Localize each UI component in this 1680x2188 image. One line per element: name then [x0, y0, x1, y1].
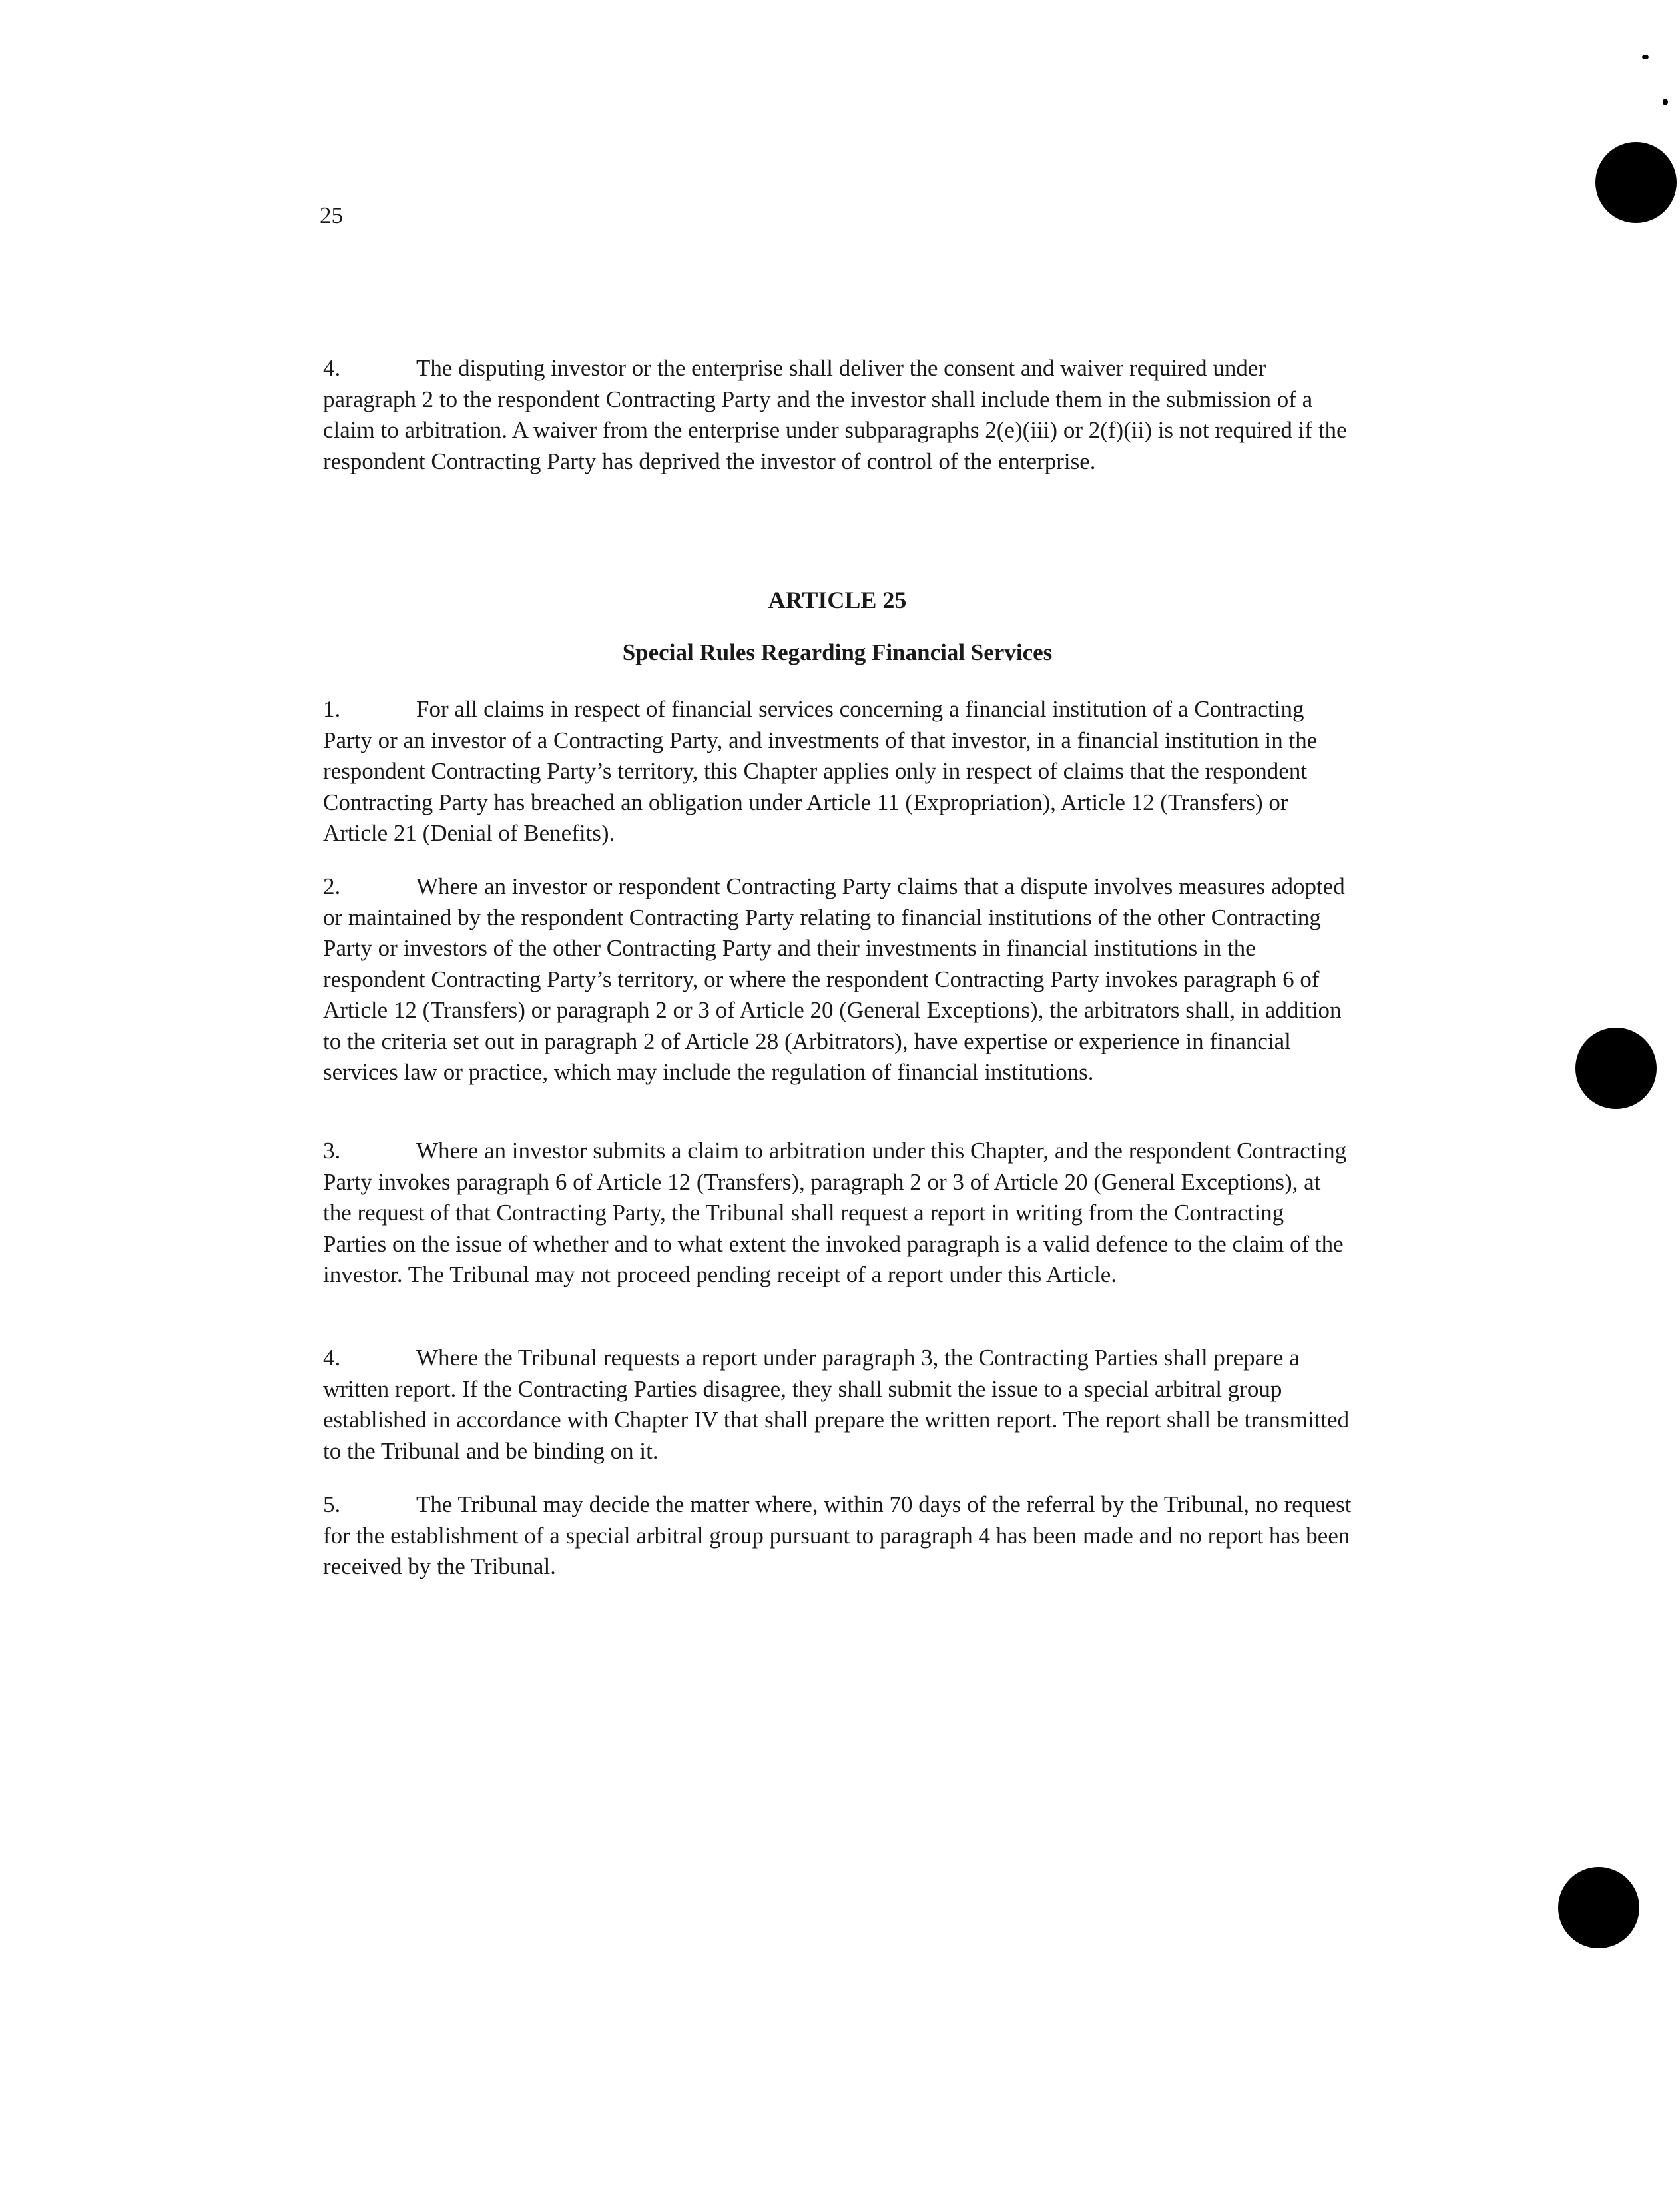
article-subtitle: Special Rules Regarding Financial Services: [622, 639, 1053, 665]
paragraph-number: 4.: [323, 355, 341, 381]
punch-hole-top: [1595, 142, 1677, 223]
paragraph-text: The disputing investor or the enterprise shall deliver the consent and waiver required under paragraph 2 to the respondent Contracting Party and the investor shall include them in the submission of a claim to arbitration. A waiver from the enterprise under subparagraphs 2(e)(iii) or 2(f)(ii) is not required if the respondent Contracting Party has deprived the investor of control of the enterprise.: [323, 355, 1347, 474]
paragraph-text: The Tribunal may decide the matter where, within 70 days of the referral by the Tribunal, no request for the establishment of a special arbitral group pursuant to paragraph 4 has been made and no report has been received by the Tribunal.: [323, 1491, 1352, 1579]
scan-speck: [1663, 99, 1668, 105]
punch-hole-bottom: [1558, 1867, 1639, 1948]
punch-hole-middle: [1575, 1028, 1657, 1109]
article-paragraph-5: [323, 1489, 1352, 1583]
paragraph-number: 4.: [323, 1345, 341, 1371]
paragraph-number: 2.: [323, 873, 341, 899]
paragraph-number: 3.: [323, 1138, 341, 1164]
paragraph-number: 5.: [323, 1491, 341, 1517]
scan-speck: [1642, 55, 1649, 59]
article-paragraph-2: [323, 871, 1352, 1088]
page-number: 25: [320, 202, 343, 228]
article-title: ARTICLE 25: [768, 587, 907, 613]
paragraph-number: 1.: [323, 696, 341, 722]
paragraph-text: Where the Tribunal requests a report under paragraph 3, the Contracting Parties shall prepare a written report. If the Contracting Parties disagree, they shall submit the issue to a special arbitral group established in accordance with Chapter IV that shall prepare the written report. The report shall be transmitted to the Tribunal and be binding on it.: [323, 1345, 1350, 1464]
article-paragraph-4: [323, 1343, 1352, 1467]
paragraph-text: Where an investor or respondent Contracting Party claims that a dispute involves measures adopted or maintained by the respondent Contracting Party relating to financial institutions of the other Contracting Party or investors of the other Contracting Party and their investments in financial institutions in the respondent Contracting Party’s territory, or where the respondent Contracting Party invokes paragraph 6 of Article 12 (Transfers) or paragraph 2 or 3 of Article 20 (General Exceptions), the arbitrators shall, in addition to the criteria set out in paragraph 2 of Article 28 (Arbitrators), have expertise or experience in financial services law or practice, which may include the regulation of financial institutions.: [323, 873, 1345, 1085]
paragraph-text: For all claims in respect of financial services concerning a financial institution of a Contracting Party or an investor of a Contracting Party, and investments of that investor, in a financial institution in the respondent Contracting Party’s territory, this Chapter applies only in respect of claims that the respondent Contracting Party has breached an obligation under Article 11 (Expropriation), Article 12 (Transfers) or Article 21 (Denial of Benefits).: [323, 696, 1318, 846]
paragraph-prev-4: [323, 353, 1352, 477]
paragraph-text: Where an investor submits a claim to arbitration under this Chapter, and the respondent Contracting Party invokes paragraph 6 of Article 12 (Transfers), paragraph 2 or 3 of Article 20 (General Exceptions), at the request of that Contracting Party, the Tribunal shall request a report in writing from the Contracting Parties on the issue of whether and to what extent the invoked paragraph is a valid defence to the claim of the investor. The Tribunal may not proceed pending receipt of a report under this Article.: [323, 1138, 1347, 1287]
article-paragraph-1: [323, 694, 1352, 849]
article-paragraph-3: [323, 1136, 1352, 1291]
